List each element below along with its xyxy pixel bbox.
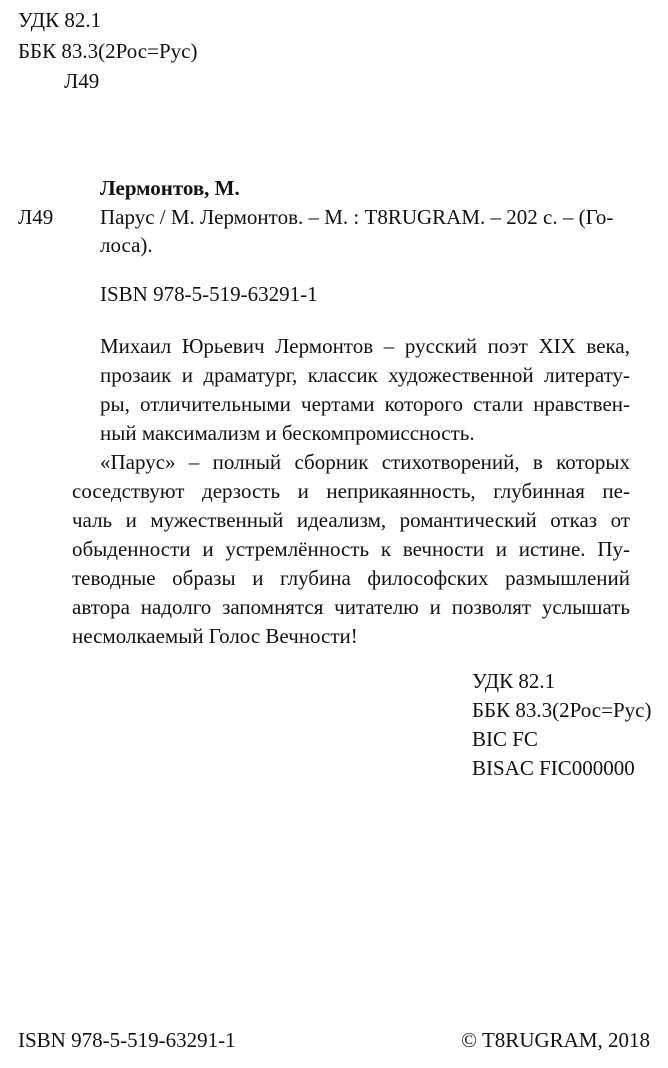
- classification-bic: BIC FC: [472, 727, 538, 751]
- annotation-line: обыденности и устремлённость к вечности и истине. Пу-: [72, 537, 630, 561]
- annotation-line: чаль и мужественный идеализм, романтический отказ от: [72, 508, 630, 532]
- annotation-line: прозаик и драматург, классик художественной литерату-: [100, 363, 630, 387]
- entry-isbn: ISBN 978-5-519-63291-1: [100, 282, 318, 306]
- footer-isbn: ISBN 978-5-519-63291-1: [18, 1028, 236, 1052]
- entry-description-line: лоса).: [100, 233, 153, 257]
- annotation-line: автора надолго запомнятся читателю и позволят услышать: [72, 595, 630, 619]
- entry-description-line: Парус / М. Лермонтов. – М. : T8RUGRAM. – 202 с. – (Го-: [100, 205, 614, 229]
- entry-author-mark: Л49: [18, 205, 54, 229]
- classification-bisac: BISAC FIC000000: [472, 756, 635, 780]
- annotation-line: «Парус» – полный сборник стихотворений, в которых: [100, 450, 630, 474]
- annotation-paragraph-2-body: [72, 477, 630, 651]
- header-bbk: ББК 83.3(2Рос=Рус): [18, 39, 198, 63]
- annotation-paragraph-2: [100, 448, 630, 477]
- annotation-line: теводные образы и глубина философских размышлений: [72, 566, 630, 590]
- classification-bbk: ББК 83.3(2Рос=Рус): [472, 698, 652, 722]
- annotation-line: несмолкаемый Голос Вечности!: [72, 624, 358, 648]
- header-udk: УДК 82.1: [18, 8, 102, 32]
- footer-copyright: © T8RUGRAM, 2018: [461, 1028, 650, 1052]
- annotation-line: ры, отличительными чертами которого стали нравствен-: [100, 392, 630, 416]
- annotation-line: Михаил Юрьевич Лермонтов – русский поэт XIX века,: [100, 334, 630, 358]
- header-author-mark: Л49: [64, 69, 100, 93]
- entry-author: Лермонтов, М.: [100, 176, 240, 200]
- classification-udk: УДК 82.1: [472, 669, 556, 693]
- classification-block: [472, 667, 651, 783]
- annotation: [100, 332, 630, 448]
- annotation-line: соседствуют дерзость и неприкаянность, глубинная пе-: [72, 479, 630, 503]
- annotation-line: ный максимализм и бескомпромиссность.: [100, 421, 475, 445]
